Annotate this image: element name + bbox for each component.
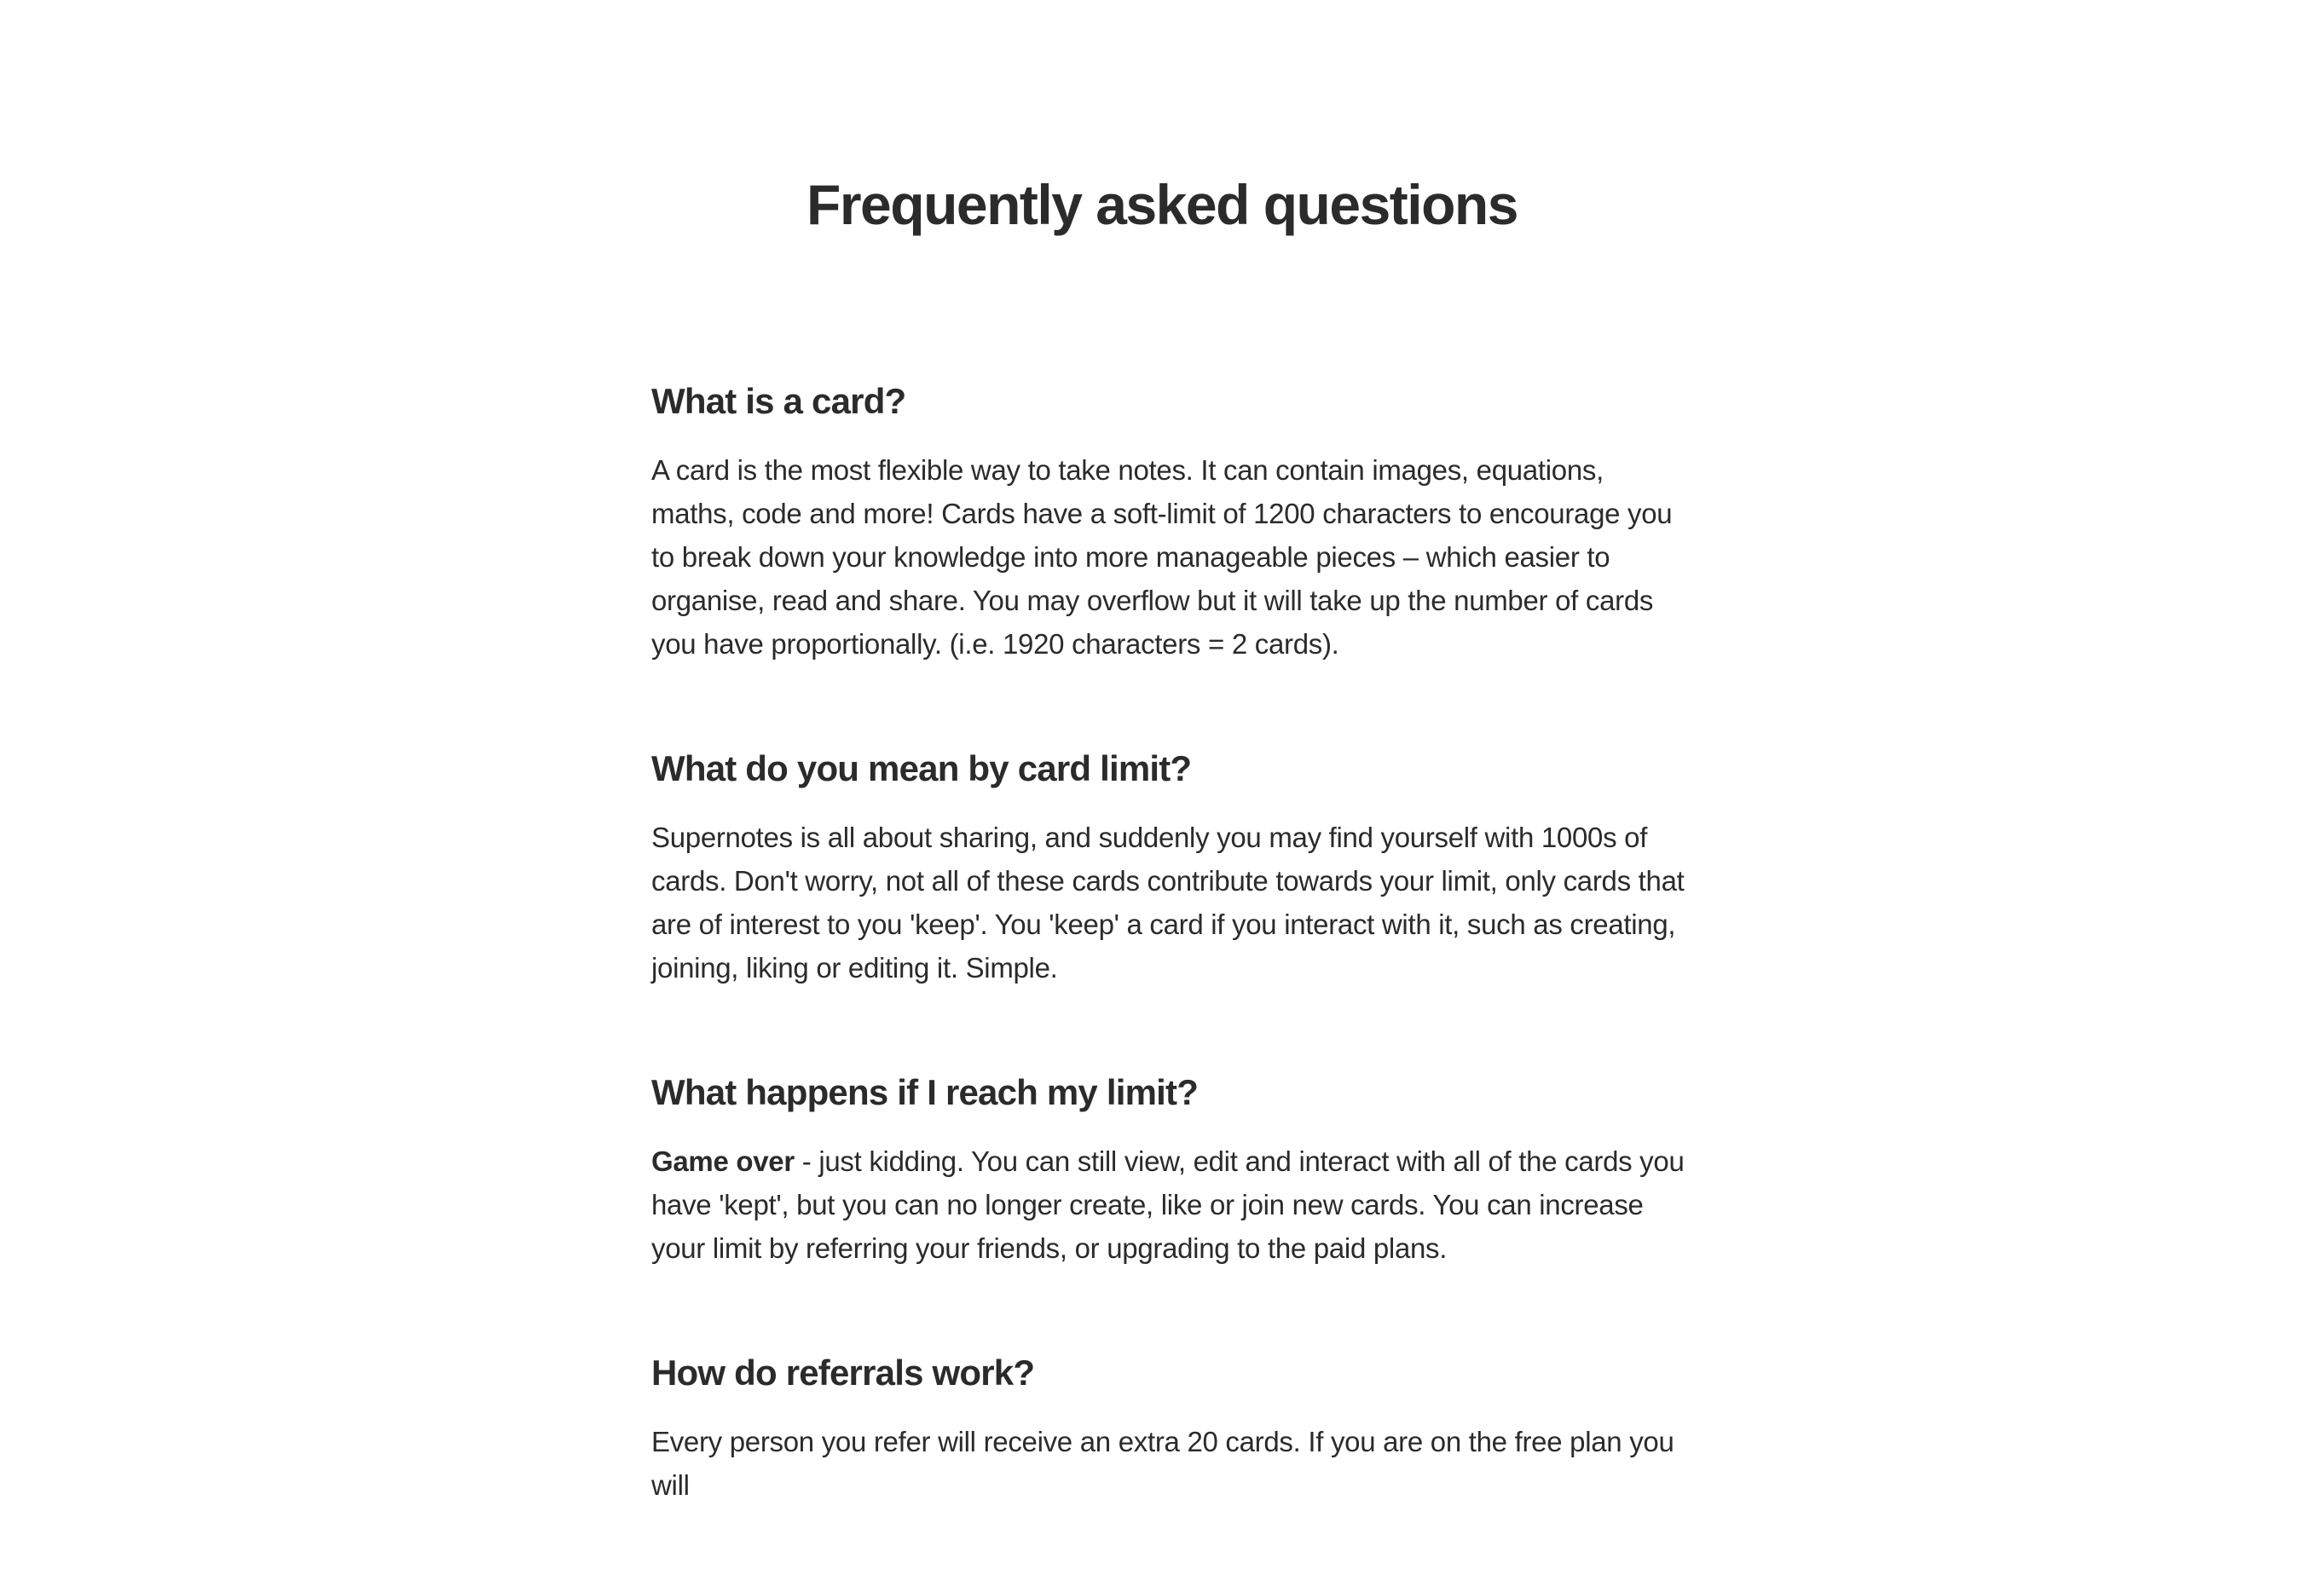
faq-answer: A card is the most flexible way to take notes. It can contain images, equations, maths, code and more! Cards have a soft-limit of 1200 characters to encourage you to break down your knowledge into more manageable pieces – which easier to organise, read and share. You may overflow but it will take up the number of cards you have proportionally. (i.e. 1920 characters = 2 cards). (651, 454, 1673, 660)
faq-answer: Supernotes is all about sharing, and suddenly you may find yourself with 1000s of cards. Don't worry, not all of these cards contribute towards your limit, only cards that are of interest to you 'keep'. You 'keep' a card if you interact with it, such as creating, joining, liking or editing it. Simple. (651, 822, 1685, 984)
faq-item-reach-limit (651, 1058, 1691, 1270)
page-title: Frequently asked questions (806, 173, 1518, 236)
faq-answer-body: - just kidding. You can still view, edit and interact with all of the cards you have 'kept', but you can no longer create, like or join new cards. You can increase your limit by referring your friends, or upgrading to the paid plans. (651, 1145, 1685, 1264)
faq-answer-lead: Game over (651, 1145, 795, 1177)
faq-answer: Every person you refer will receive an extra 20 cards. If you are on the free plan you will (651, 1426, 1674, 1501)
faq-question: What happens if I reach my limit? (651, 1072, 1199, 1112)
faq-item-referrals (651, 1338, 1691, 1507)
faq-question: What is a card? (651, 381, 906, 421)
faq-list (651, 366, 1691, 1575)
faq-item-card-limit (651, 734, 1691, 989)
faq-item-what-is-a-card (651, 366, 1691, 666)
faq-answer (651, 1139, 1691, 1270)
faq-question: How do referrals work? (651, 1353, 1035, 1393)
faq-question: What do you mean by card limit? (651, 748, 1192, 788)
